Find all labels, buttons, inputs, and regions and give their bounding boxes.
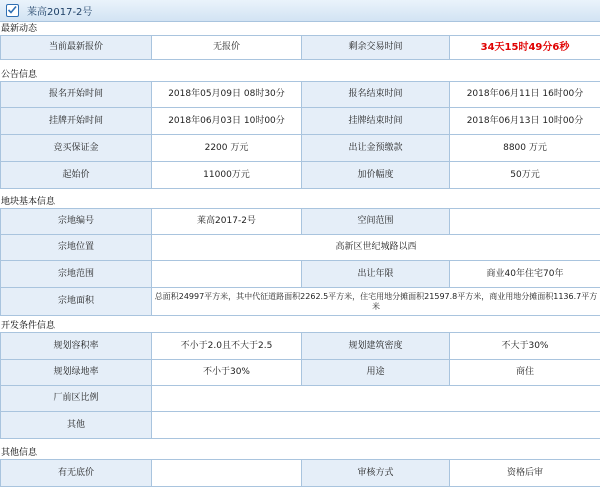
section-dev: 开发条件信息 bbox=[1, 321, 56, 331]
reserve-price-value bbox=[152, 460, 302, 487]
land-code-label: 宗地编号 bbox=[1, 209, 152, 235]
prepay-value: 8800 万元 bbox=[450, 135, 600, 162]
checkbox-icon bbox=[6, 4, 19, 17]
table-row bbox=[1, 412, 600, 439]
space-range-value bbox=[450, 209, 600, 235]
green-label: 规划绿地率 bbox=[1, 360, 152, 386]
reg-start-value: 2018年05月09日 08时30分 bbox=[152, 82, 302, 108]
section-land: 地块基本信息 bbox=[1, 197, 56, 207]
land-term-value: 商业40年住宅70年 bbox=[450, 261, 600, 288]
other-cond-value bbox=[152, 412, 600, 439]
section-notice: 公告信息 bbox=[1, 70, 38, 80]
other-table bbox=[0, 459, 600, 487]
land-term-label: 出让年限 bbox=[302, 261, 450, 288]
plant-label: 厂前区比例 bbox=[1, 386, 152, 412]
table-row bbox=[1, 82, 600, 108]
land-range-label: 宗地范围 bbox=[1, 261, 152, 288]
start-price-label: 起始价 bbox=[1, 162, 152, 189]
table-row bbox=[1, 333, 600, 360]
remaining-time-label: 剩余交易时间 bbox=[302, 36, 450, 60]
list-end-label: 挂牌结束时间 bbox=[302, 108, 450, 135]
list-start-label: 挂牌开始时间 bbox=[1, 108, 152, 135]
land-location-label: 宗地位置 bbox=[1, 235, 152, 261]
review-method-label: 审核方式 bbox=[302, 460, 450, 487]
land-location-value: 高新区世纪城路以西 bbox=[152, 235, 600, 261]
land-range-value bbox=[152, 261, 302, 288]
reg-end-label: 报名结束时间 bbox=[302, 82, 450, 108]
list-start-value: 2018年06月03日 10时00分 bbox=[152, 108, 302, 135]
window-titlebar bbox=[0, 0, 600, 22]
far-value: 不小于2.0且不大于2.5 bbox=[152, 333, 302, 360]
table-row bbox=[1, 235, 600, 261]
land-area-label: 宗地面积 bbox=[1, 288, 152, 316]
table-row bbox=[1, 36, 600, 60]
increment-label: 加价幅度 bbox=[302, 162, 450, 189]
deposit-value: 2200 万元 bbox=[152, 135, 302, 162]
table-row bbox=[1, 460, 600, 487]
reg-end-value: 2018年06月11日 16时00分 bbox=[450, 82, 600, 108]
section-dynamic: 最新动态 bbox=[1, 24, 38, 34]
dynamic-table bbox=[0, 35, 600, 60]
land-area-value: 总面积24997平方米，其中代征道路面积2262.5平方米，住宅用地分摊面积21597.8平方米，商业用地分摊面积1136.7平方米 bbox=[152, 288, 600, 316]
section-other: 其他信息 bbox=[1, 448, 38, 458]
green-value: 不小于30% bbox=[152, 360, 302, 386]
list-end-value: 2018年06月13日 10时00分 bbox=[450, 108, 600, 135]
table-row bbox=[1, 162, 600, 189]
table-row bbox=[1, 135, 600, 162]
table-row bbox=[1, 288, 600, 316]
dev-table bbox=[0, 332, 600, 439]
table-row bbox=[1, 386, 600, 412]
remaining-time-value: 34天15时49分6秒 bbox=[450, 36, 600, 60]
table-row bbox=[1, 360, 600, 386]
table-row bbox=[1, 261, 600, 288]
table-row bbox=[1, 108, 600, 135]
notice-table bbox=[0, 81, 600, 189]
density-value: 不大于30% bbox=[450, 333, 600, 360]
reg-start-label: 报名开始时间 bbox=[1, 82, 152, 108]
increment-value: 50万元 bbox=[450, 162, 600, 189]
reserve-price-label: 有无底价 bbox=[1, 460, 152, 487]
density-label: 规划建筑密度 bbox=[302, 333, 450, 360]
far-label: 规划容积率 bbox=[1, 333, 152, 360]
current-price-label: 当前最新报价 bbox=[1, 36, 152, 60]
land-table bbox=[0, 208, 600, 316]
current-price-value: 无报价 bbox=[152, 36, 302, 60]
prepay-label: 出让金预缴款 bbox=[302, 135, 450, 162]
space-range-label: 空间范围 bbox=[302, 209, 450, 235]
table-row bbox=[1, 209, 600, 235]
start-price-value: 11000万元 bbox=[152, 162, 302, 189]
land-code-value: 莱高2017-2号 bbox=[152, 209, 302, 235]
other-cond-label: 其他 bbox=[1, 412, 152, 439]
review-method-value: 资格后审 bbox=[450, 460, 600, 487]
usage-value: 商住 bbox=[450, 360, 600, 386]
window-title: 莱高2017-2号 bbox=[27, 7, 93, 18]
usage-label: 用途 bbox=[302, 360, 450, 386]
deposit-label: 竞买保证金 bbox=[1, 135, 152, 162]
plant-value bbox=[152, 386, 600, 412]
